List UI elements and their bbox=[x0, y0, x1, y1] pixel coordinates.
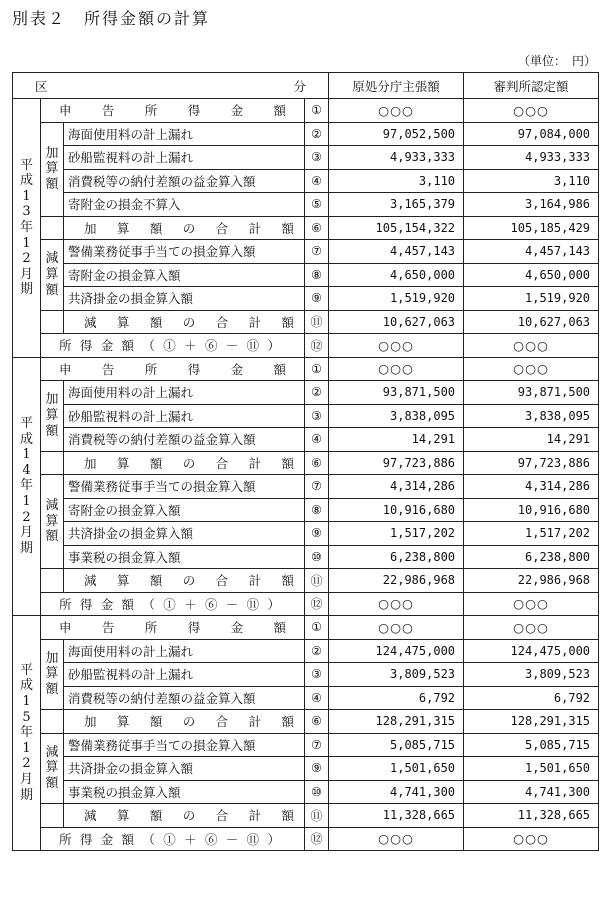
add-item-label: 寄附金の損金不算入 bbox=[64, 193, 305, 217]
row-number: ⑦ bbox=[305, 733, 329, 757]
row-number: ⑥ bbox=[305, 451, 329, 475]
table-row bbox=[13, 240, 599, 264]
table-row bbox=[13, 381, 599, 405]
table-row bbox=[13, 451, 599, 475]
value-claimed: 10,916,680 bbox=[329, 498, 464, 522]
row-number: ② bbox=[305, 122, 329, 146]
table-row bbox=[13, 639, 599, 663]
add-group-label-text: 加算額 bbox=[45, 145, 59, 192]
table-row bbox=[13, 99, 599, 123]
value-claimed: 3,165,379 bbox=[329, 193, 464, 217]
value-determined: ○○○ bbox=[464, 357, 599, 381]
table-row bbox=[13, 827, 599, 851]
value-claimed: 128,291,315 bbox=[329, 710, 464, 734]
sub-group-label bbox=[41, 733, 64, 804]
value-determined: 6,792 bbox=[464, 686, 599, 710]
table-row bbox=[13, 146, 599, 170]
value-determined: 10,627,063 bbox=[464, 310, 599, 334]
row-number: ⑪ bbox=[305, 310, 329, 334]
row-number: ② bbox=[305, 639, 329, 663]
table-body bbox=[13, 73, 599, 851]
add-item-label: 砂船監視料の計上漏れ bbox=[64, 404, 305, 428]
blank-cell bbox=[41, 310, 64, 334]
row-number: ⑪ bbox=[305, 804, 329, 828]
document-title: 別表２ 所得金額の計算 bbox=[12, 9, 211, 28]
sub-item-label: 共済掛金の損金算入額 bbox=[64, 757, 305, 781]
value-claimed: 6,238,800 bbox=[329, 545, 464, 569]
sub-item-label: 共済掛金の損金算入額 bbox=[64, 522, 305, 546]
period-label-text: 平成13年12月期 bbox=[20, 157, 34, 298]
table-row bbox=[13, 686, 599, 710]
value-claimed: 97,052,500 bbox=[329, 122, 464, 146]
header-row bbox=[13, 73, 599, 99]
row-number: ⑦ bbox=[305, 240, 329, 264]
unit-note: （単位： 円） bbox=[517, 54, 596, 68]
value-determined: ○○○ bbox=[464, 99, 599, 123]
declared-income-label: 申告所得金額 bbox=[41, 357, 305, 381]
row-number: ⑫ bbox=[305, 334, 329, 358]
sub-group-label-text: 減算額 bbox=[45, 744, 59, 792]
row-number: ① bbox=[305, 616, 329, 640]
add-group-label-text: 加算額 bbox=[45, 650, 59, 698]
add-group-label bbox=[41, 122, 64, 216]
value-claimed: 4,933,333 bbox=[329, 146, 464, 170]
blank-cell bbox=[41, 569, 64, 593]
value-claimed: 3,838,095 bbox=[329, 404, 464, 428]
value-claimed: 4,741,300 bbox=[329, 780, 464, 804]
blank-cell bbox=[41, 216, 64, 240]
value-determined: 5,085,715 bbox=[464, 733, 599, 757]
value-claimed: 3,809,523 bbox=[329, 663, 464, 687]
row-number: ⑧ bbox=[305, 498, 329, 522]
header-kubun-left: 区 bbox=[35, 78, 48, 94]
income-calculation-table bbox=[12, 72, 599, 851]
value-claimed: 14,291 bbox=[329, 428, 464, 452]
value-determined: 4,741,300 bbox=[464, 780, 599, 804]
declared-income-label: 申告所得金額 bbox=[41, 99, 305, 123]
sub-total-label: 減算額の合計額 bbox=[64, 569, 305, 593]
row-number: ① bbox=[305, 357, 329, 381]
value-determined: 22,986,968 bbox=[464, 569, 599, 593]
value-claimed: 4,314,286 bbox=[329, 475, 464, 499]
add-item-label: 砂船監視料の計上漏れ bbox=[64, 663, 305, 687]
add-item-label: 消費税等の納付差額の益金算入額 bbox=[64, 428, 305, 452]
value-claimed: 6,792 bbox=[329, 686, 464, 710]
value-claimed: 97,723,886 bbox=[329, 451, 464, 475]
add-item-label: 海面使用料の計上漏れ bbox=[64, 639, 305, 663]
sub-total-label: 減算額の合計額 bbox=[64, 310, 305, 334]
table-row bbox=[13, 498, 599, 522]
table-row bbox=[13, 357, 599, 381]
table-row bbox=[13, 616, 599, 640]
value-claimed: 5,085,715 bbox=[329, 733, 464, 757]
value-claimed: 1,517,202 bbox=[329, 522, 464, 546]
value-determined: 3,110 bbox=[464, 169, 599, 193]
value-determined: 4,933,333 bbox=[464, 146, 599, 170]
value-claimed: 3,110 bbox=[329, 169, 464, 193]
sub-item-label: 警備業務従事手当ての損金算入額 bbox=[64, 475, 305, 499]
row-number: ③ bbox=[305, 404, 329, 428]
table-row bbox=[13, 710, 599, 734]
declared-income-label: 申告所得金額 bbox=[41, 616, 305, 640]
add-item-label: 砂船監視料の計上漏れ bbox=[64, 146, 305, 170]
value-determined: 1,517,202 bbox=[464, 522, 599, 546]
table-row bbox=[13, 780, 599, 804]
table-row bbox=[13, 733, 599, 757]
value-claimed: 1,519,920 bbox=[329, 287, 464, 311]
table-row bbox=[13, 663, 599, 687]
table-row bbox=[13, 287, 599, 311]
sub-item-label: 事業税の損金算入額 bbox=[64, 780, 305, 804]
add-group-label bbox=[41, 639, 64, 710]
row-number: ⑥ bbox=[305, 710, 329, 734]
value-claimed: 10,627,063 bbox=[329, 310, 464, 334]
income-label: 所得金額（①＋⑥－⑪） bbox=[41, 592, 305, 616]
value-determined: 124,475,000 bbox=[464, 639, 599, 663]
period-label bbox=[13, 616, 41, 851]
value-determined: 3,164,986 bbox=[464, 193, 599, 217]
header-kubun-right: 分 bbox=[293, 78, 307, 94]
row-number: ⑨ bbox=[305, 522, 329, 546]
table-row bbox=[13, 334, 599, 358]
sub-item-label: 警備業務従事手当ての損金算入額 bbox=[64, 733, 305, 757]
value-determined: 4,314,286 bbox=[464, 475, 599, 499]
table-row bbox=[13, 169, 599, 193]
sub-total-label: 減算額の合計額 bbox=[64, 804, 305, 828]
add-item-label: 海面使用料の計上漏れ bbox=[64, 122, 305, 146]
value-determined: ○○○ bbox=[464, 592, 599, 616]
sub-group-label bbox=[41, 475, 64, 569]
period-label-text: 平成15年12月期 bbox=[20, 662, 34, 803]
add-total-label: 加算額の合計額 bbox=[64, 710, 305, 734]
table-row bbox=[13, 404, 599, 428]
value-determined: 6,238,800 bbox=[464, 545, 599, 569]
row-number: ⑩ bbox=[305, 780, 329, 804]
row-number: ⑤ bbox=[305, 193, 329, 217]
value-claimed: ○○○ bbox=[329, 357, 464, 381]
add-total-label: 加算額の合計額 bbox=[64, 216, 305, 240]
value-determined: 105,185,429 bbox=[464, 216, 599, 240]
value-claimed: 22,986,968 bbox=[329, 569, 464, 593]
row-number: ④ bbox=[305, 428, 329, 452]
header-kubun bbox=[13, 73, 329, 99]
table-row bbox=[13, 569, 599, 593]
value-determined: 128,291,315 bbox=[464, 710, 599, 734]
value-claimed: 105,154,322 bbox=[329, 216, 464, 240]
header-col2: 審判所認定額 bbox=[464, 73, 599, 99]
period-label-text: 平成14年12月期 bbox=[20, 416, 34, 556]
sub-item-label: 事業税の損金算入額 bbox=[64, 545, 305, 569]
value-determined: 93,871,500 bbox=[464, 381, 599, 405]
sub-item-label: 寄附金の損金算入額 bbox=[64, 498, 305, 522]
sub-group-label-text: 減算額 bbox=[45, 251, 59, 298]
table-row bbox=[13, 522, 599, 546]
value-claimed: ○○○ bbox=[329, 99, 464, 123]
value-determined: 3,809,523 bbox=[464, 663, 599, 687]
value-determined: 4,457,143 bbox=[464, 240, 599, 264]
value-claimed: ○○○ bbox=[329, 616, 464, 640]
row-number: ④ bbox=[305, 686, 329, 710]
row-number: ⑦ bbox=[305, 475, 329, 499]
row-number: ④ bbox=[305, 169, 329, 193]
sub-item-label: 警備業務従事手当ての損金算入額 bbox=[64, 240, 305, 264]
row-number: ⑧ bbox=[305, 263, 329, 287]
sub-item-label: 寄附金の損金算入額 bbox=[64, 263, 305, 287]
value-determined: 11,328,665 bbox=[464, 804, 599, 828]
row-number: ③ bbox=[305, 146, 329, 170]
row-number: ⑩ bbox=[305, 545, 329, 569]
row-number: ⑥ bbox=[305, 216, 329, 240]
table-row bbox=[13, 475, 599, 499]
value-claimed: 1,501,650 bbox=[329, 757, 464, 781]
table-row bbox=[13, 428, 599, 452]
value-determined: 4,650,000 bbox=[464, 263, 599, 287]
period-label bbox=[13, 357, 41, 616]
table-row bbox=[13, 193, 599, 217]
sub-item-label: 共済掛金の損金算入額 bbox=[64, 287, 305, 311]
row-number: ⑨ bbox=[305, 757, 329, 781]
value-determined: ○○○ bbox=[464, 334, 599, 358]
row-number: ⑨ bbox=[305, 287, 329, 311]
value-claimed: 93,871,500 bbox=[329, 381, 464, 405]
table-row bbox=[13, 122, 599, 146]
income-label: 所得金額（①＋⑥－⑪） bbox=[41, 334, 305, 358]
row-number: ③ bbox=[305, 663, 329, 687]
sub-group-label bbox=[41, 240, 64, 311]
add-group-label bbox=[41, 381, 64, 452]
value-claimed: ○○○ bbox=[329, 827, 464, 851]
table-row bbox=[13, 804, 599, 828]
table-row bbox=[13, 592, 599, 616]
table-row bbox=[13, 263, 599, 287]
row-number: ① bbox=[305, 99, 329, 123]
value-claimed: 11,328,665 bbox=[329, 804, 464, 828]
add-item-label: 海面使用料の計上漏れ bbox=[64, 381, 305, 405]
header-col1: 原処分庁主張額 bbox=[329, 73, 464, 99]
row-number: ⑫ bbox=[305, 592, 329, 616]
row-number: ⑫ bbox=[305, 827, 329, 851]
table-row bbox=[13, 216, 599, 240]
add-group-label-text: 加算額 bbox=[45, 392, 59, 439]
value-determined: 14,291 bbox=[464, 428, 599, 452]
add-item-label: 消費税等の納付差額の益金算入額 bbox=[64, 169, 305, 193]
value-determined: 97,084,000 bbox=[464, 122, 599, 146]
table-row bbox=[13, 545, 599, 569]
value-claimed: 4,457,143 bbox=[329, 240, 464, 264]
row-number: ⑪ bbox=[305, 569, 329, 593]
blank-cell bbox=[41, 451, 64, 475]
blank-cell bbox=[41, 710, 64, 734]
value-claimed: ○○○ bbox=[329, 334, 464, 358]
income-label: 所得金額（①＋⑥－⑪） bbox=[41, 827, 305, 851]
row-number: ② bbox=[305, 381, 329, 405]
blank-cell bbox=[41, 804, 64, 828]
value-determined: 3,838,095 bbox=[464, 404, 599, 428]
value-determined: 1,501,650 bbox=[464, 757, 599, 781]
sub-group-label-text: 減算額 bbox=[45, 498, 59, 545]
add-item-label: 消費税等の納付差額の益金算入額 bbox=[64, 686, 305, 710]
value-claimed: 4,650,000 bbox=[329, 263, 464, 287]
value-determined: 10,916,680 bbox=[464, 498, 599, 522]
value-determined: 97,723,886 bbox=[464, 451, 599, 475]
value-determined: ○○○ bbox=[464, 827, 599, 851]
value-determined: 1,519,920 bbox=[464, 287, 599, 311]
period-label bbox=[13, 99, 41, 358]
table-row bbox=[13, 757, 599, 781]
value-claimed: ○○○ bbox=[329, 592, 464, 616]
add-total-label: 加算額の合計額 bbox=[64, 451, 305, 475]
value-claimed: 124,475,000 bbox=[329, 639, 464, 663]
value-determined: ○○○ bbox=[464, 616, 599, 640]
table-row bbox=[13, 310, 599, 334]
